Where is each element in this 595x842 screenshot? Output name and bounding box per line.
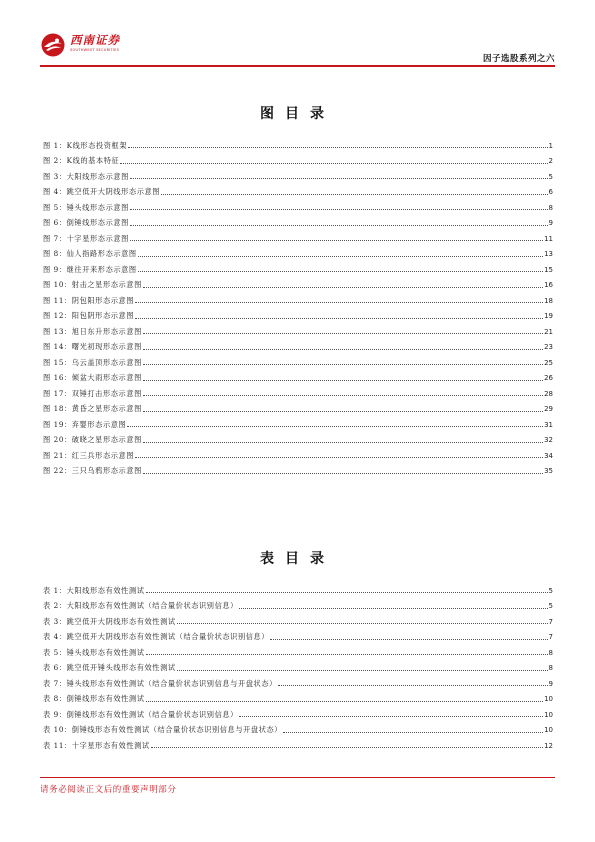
toc-entry-label: 图 19：弃婴形态示意图 xyxy=(43,419,127,429)
toc-page-number: 9 xyxy=(548,219,553,227)
toc-entry-label: 图 20：破晓之星形态示意图 xyxy=(43,435,142,444)
table-toc-entry[interactable] xyxy=(43,673,553,689)
toc-entry-label: 图 18：黄昏之星形态示意图 xyxy=(43,404,142,413)
report-series-title: 因子选股系列之六 xyxy=(482,54,555,64)
toc-leader-dots xyxy=(146,701,544,702)
figure-toc-entry[interactable] xyxy=(43,321,553,337)
toc-leader-dots xyxy=(151,747,543,748)
toc-page-number: 6 xyxy=(548,188,553,196)
table-toc-entry[interactable] xyxy=(43,611,553,627)
table-toc-entry[interactable] xyxy=(43,580,553,596)
figure-toc-entry[interactable] xyxy=(43,445,553,461)
toc-page-number: 7 xyxy=(548,633,553,641)
page-header xyxy=(40,28,555,70)
table-toc-entry[interactable] xyxy=(43,596,553,612)
toc-entry-label: 图 5：锤头线形态示意图 xyxy=(43,202,129,212)
toc-leader-dots xyxy=(143,380,543,381)
toc-entry-label: 表 10：倒锤线形态有效性测试（结合量价状态识别信息与开盘状态） xyxy=(43,725,283,734)
toc-leader-dots xyxy=(177,623,548,624)
toc-entry-label: 表 5：锤头线形态有效性测试 xyxy=(43,647,145,657)
toc-page-number: 10 xyxy=(544,726,553,734)
figure-toc-entry[interactable] xyxy=(43,306,553,322)
toc-leader-dots xyxy=(146,592,548,593)
figure-toc-entry[interactable] xyxy=(43,244,553,260)
toc-entry-label: 图 10：射击之星形态示意图 xyxy=(43,280,142,289)
toc-entry-label: 图 2：K线的基本特征 xyxy=(43,156,120,165)
toc-entry-label: 图 22：三只乌鸦形态示意图 xyxy=(43,466,142,475)
toc-entry-label: 图 11：阴包阳形态示意图 xyxy=(43,295,135,305)
toc-leader-dots xyxy=(270,639,547,640)
table-toc-entry[interactable] xyxy=(43,627,553,643)
toc-leader-dots xyxy=(130,178,548,179)
toc-entry-label: 图 1：K线形态投资框架 xyxy=(43,140,128,150)
figure-toc-entry[interactable] xyxy=(43,414,553,430)
table-toc-entry[interactable] xyxy=(43,704,553,720)
figure-toc-entry[interactable] xyxy=(43,430,553,446)
figure-toc-entry[interactable] xyxy=(43,259,553,275)
toc-page-number: 10 xyxy=(544,710,553,719)
company-logo xyxy=(40,32,120,58)
table-toc-entry[interactable] xyxy=(43,735,553,751)
footer-divider xyxy=(40,777,555,778)
toc-entry-label: 图 4：跳空低开大阴线形态示意图 xyxy=(43,187,161,196)
figure-toc-entry[interactable] xyxy=(43,197,553,213)
toc-entry-label: 表 8：倒锤线形态有效性测试 xyxy=(43,694,145,703)
figure-toc-entry[interactable] xyxy=(43,228,553,244)
toc-entry-label: 表 2：大阳线形态有效性测试（结合量价状态识别信息） xyxy=(43,601,238,610)
toc-entry-label: 图 13：旭日东升形态示意图 xyxy=(43,326,142,336)
toc-leader-dots xyxy=(138,256,543,257)
toc-page-number: 8 xyxy=(548,203,553,212)
figure-toc-entry[interactable] xyxy=(43,275,553,291)
table-toc-entry[interactable] xyxy=(43,720,553,736)
toc-page-number: 10 xyxy=(544,695,553,703)
figure-toc-entry[interactable] xyxy=(43,182,553,198)
logo-emblem-icon xyxy=(40,32,66,58)
toc-leader-dots xyxy=(143,364,543,365)
figure-toc-entry[interactable] xyxy=(43,461,553,477)
toc-leader-dots xyxy=(127,426,543,427)
table-toc-entry[interactable] xyxy=(43,642,553,658)
toc-leader-dots xyxy=(138,271,543,272)
toc-leader-dots xyxy=(161,194,547,195)
toc-leader-dots xyxy=(143,411,543,412)
toc-leader-dots xyxy=(278,685,548,686)
toc-entry-label: 表 3：跳空低开大阴线形态有效性测试 xyxy=(43,616,176,626)
toc-page-number: 5 xyxy=(548,172,553,181)
table-toc-entry[interactable] xyxy=(43,658,553,674)
toc-page-number: 7 xyxy=(548,617,553,626)
toc-page-number: 8 xyxy=(548,664,553,672)
toc-page-number: 13 xyxy=(544,250,553,258)
toc-page-number: 11 xyxy=(544,234,553,243)
logo-english-name: SOUTHWEST SECURITIES xyxy=(70,48,120,52)
toc-leader-dots xyxy=(143,395,543,396)
toc-leader-dots xyxy=(143,287,543,288)
figure-toc-entry[interactable] xyxy=(43,151,553,167)
table-toc-entry[interactable] xyxy=(43,689,553,705)
toc-page-number: 34 xyxy=(544,451,553,460)
toc-leader-dots xyxy=(130,225,548,226)
toc-page-number: 15 xyxy=(544,265,553,274)
figure-toc-entry[interactable] xyxy=(43,383,553,399)
toc-entry-label: 图 7：十字星形态示意图 xyxy=(43,233,129,243)
toc-leader-dots xyxy=(130,209,548,210)
toc-page-number: 29 xyxy=(544,405,553,413)
toc-leader-dots xyxy=(143,333,543,334)
figure-toc-entry[interactable] xyxy=(43,352,553,368)
toc-page-number: 23 xyxy=(544,343,553,351)
toc-entry-label: 图 15：乌云盖顶形态示意图 xyxy=(43,357,142,367)
toc-leader-dots xyxy=(135,318,543,319)
toc-entry-label: 图 6：倒锤线形态示意图 xyxy=(43,218,129,227)
toc-page-number: 28 xyxy=(544,389,553,398)
toc-page-number: 2 xyxy=(548,157,553,165)
figure-toc-entry[interactable] xyxy=(43,290,553,306)
toc-page-number: 5 xyxy=(548,586,553,595)
toc-leader-dots xyxy=(143,349,543,350)
toc-entry-label: 图 12：阳包阴形态示意图 xyxy=(43,311,135,320)
toc-leader-dots xyxy=(146,654,548,655)
toc-page-number: 31 xyxy=(544,420,553,429)
toc-page-number: 12 xyxy=(544,741,553,750)
toc-leader-dots xyxy=(130,240,543,241)
tables-toc-title: 表目录 xyxy=(260,551,335,567)
toc-page-number: 1 xyxy=(548,141,553,150)
figure-toc-entry[interactable] xyxy=(43,213,553,229)
figures-toc-list xyxy=(43,135,553,476)
toc-leader-dots xyxy=(143,442,543,443)
toc-entry-label: 图 8：仙人指路形态示意图 xyxy=(43,249,137,258)
toc-leader-dots xyxy=(177,670,548,671)
toc-leader-dots xyxy=(239,608,548,609)
toc-entry-label: 图 21：红三兵形态示意图 xyxy=(43,450,135,460)
toc-page-number: 5 xyxy=(548,602,553,610)
toc-entry-label: 表 9：倒锤线形态有效性测试（结合量价状态识别信息） xyxy=(43,709,238,719)
logo-chinese-name: 西南证券 xyxy=(70,33,120,47)
toc-leader-dots xyxy=(143,473,543,474)
toc-entry-label: 表 4：跳空低开大阴线形态有效性测试（结合量价状态识别信息） xyxy=(43,632,270,641)
toc-leader-dots xyxy=(283,732,543,733)
figure-toc-entry[interactable] xyxy=(43,135,553,151)
toc-page-number: 25 xyxy=(544,358,553,367)
toc-page-number: 32 xyxy=(544,436,553,444)
toc-leader-dots xyxy=(135,302,543,303)
figure-toc-entry[interactable] xyxy=(43,399,553,415)
header-divider xyxy=(40,65,555,67)
toc-entry-label: 表 11：十字星形态有效性测试 xyxy=(43,740,150,750)
toc-page-number: 19 xyxy=(544,312,553,320)
toc-page-number: 8 xyxy=(548,648,553,657)
toc-entry-label: 图 3：大阳线形态示意图 xyxy=(43,171,129,181)
toc-entry-label: 图 9：继往开来形态示意图 xyxy=(43,264,137,274)
toc-page-number: 35 xyxy=(544,467,553,475)
toc-leader-dots xyxy=(239,716,543,717)
toc-page-number: 21 xyxy=(544,327,553,336)
toc-leader-dots xyxy=(135,457,543,458)
toc-page-number: 9 xyxy=(548,679,553,688)
toc-leader-dots xyxy=(120,163,547,164)
toc-entry-label: 表 1：大阳线形态有效性测试 xyxy=(43,585,145,595)
toc-entry-label: 表 7：锤头线形态有效性测试（结合量价状态识别信息与开盘状态） xyxy=(43,678,277,688)
toc-entry-label: 图 14：曙光初现形态示意图 xyxy=(43,342,142,351)
figure-toc-entry[interactable] xyxy=(43,337,553,353)
toc-entry-label: 图 17：双锤打击形态示意图 xyxy=(43,388,142,398)
toc-page-number: 26 xyxy=(544,374,553,382)
figure-toc-entry[interactable] xyxy=(43,166,553,182)
toc-leader-dots xyxy=(128,147,547,148)
toc-page-number: 16 xyxy=(544,281,553,289)
figure-toc-entry[interactable] xyxy=(43,368,553,384)
toc-page-number: 18 xyxy=(544,296,553,305)
footer-disclaimer: 请务必阅读正文后的重要声明部分 xyxy=(40,785,177,795)
toc-entry-label: 图 16：倾盆大雨形态示意图 xyxy=(43,373,142,382)
tables-toc-list xyxy=(43,580,553,751)
toc-entry-label: 表 6：跳空低开锤头线形态有效性测试 xyxy=(43,663,176,672)
figures-toc-title: 图目录 xyxy=(260,106,335,122)
